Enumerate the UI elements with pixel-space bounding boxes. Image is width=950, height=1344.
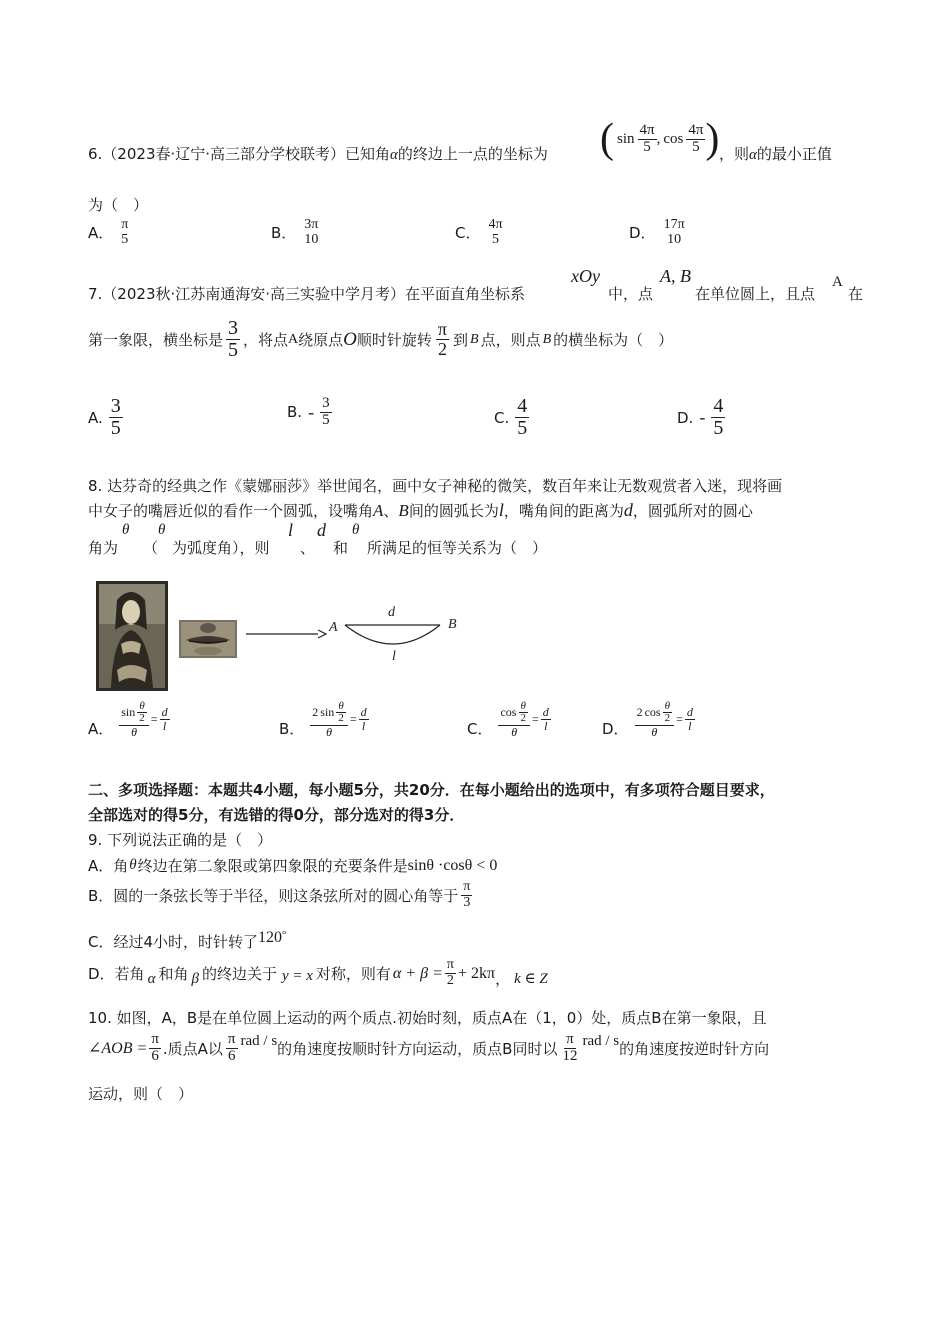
q6-line1 (88, 143, 548, 164)
fig-label-d: d (388, 605, 395, 620)
q7-option-d[interactable]: D. - $\frac{4}{5}$ (677, 395, 724, 439)
q8-option-b[interactable]: B． 2 sin $\frac{\theta}{2}$ θ = $\frac{d}{l}$ (279, 699, 367, 739)
q8-l: l (288, 520, 294, 540)
q10-line2: ∠AOB = $\frac{\pi}{6}$ .质点A以 $\frac{\pi}{6}$ rad / s 的角速度按顺时针方向运动，质点B同时以 $\frac{\pi}{12}$ rad / s 的角速度按逆时针方向 (88, 1031, 770, 1064)
arc-diagram (328, 605, 457, 664)
q9-option-c[interactable]: C．经过4小时，时针转了 120 ° (88, 929, 287, 951)
q6-frac2: $\frac{4\pi}{5}$ (688, 121, 704, 155)
q8-line3c: 为弧度角），则 (172, 539, 270, 557)
q8-option-a[interactable]: A． sin $\frac{\theta}{2}$ θ = $\frac{d}{l}$ (88, 699, 168, 739)
mona-lisa-image (96, 581, 168, 691)
q6-option-d[interactable]: D． 17π 10 (629, 217, 685, 247)
section2-line2: 全部选对的得5分，有选错的得0分，部分选对的得3分． (88, 806, 465, 824)
q9-option-d[interactable]: D．若角 α 和角 β 的终边关于 y = x 对称，则有 α + β = $\frac{\pi}{2}$ + 2kπ ， k ∈ Z (88, 957, 548, 988)
fig-label-a: A (329, 620, 338, 635)
q8-dun2: 、 (300, 539, 316, 557)
q6-option-a[interactable]: A． π 5 (88, 217, 129, 247)
q8-line1: 8. 达芬奇的经典之作《蒙娜丽莎》举世闻名，画中女子神秘的微笑，数百年来让无数观赏者入迷，现将画 (88, 477, 783, 495)
q7-xoy: xOy (571, 266, 600, 286)
q10-line1: 10. 如图，A，B是在单位圆上运动的两个质点.初始时刻，质点A在（1，0）处，质点B在第一象限，且 (88, 1009, 767, 1027)
q6-mid: 的终边上一点的坐标为 (397, 145, 548, 163)
q6-cos: cos (663, 130, 684, 147)
q6-frac1: $\frac{4\pi}{5}$ (639, 121, 655, 155)
q6-tail: ，则α的最小正值 (719, 145, 832, 163)
q7-zhong: 中，点 (608, 285, 654, 303)
q6-alpha: α (390, 147, 398, 163)
q9-option-a[interactable]: A．角 θ 终边在第二象限或第四象限的充要条件是 sinθ ·cosθ < 0 (88, 856, 498, 875)
q8-he: 和 (333, 539, 349, 557)
q8-option-c[interactable]: C． cos $\frac{\theta}{2}$ θ = $\frac{d}{l}$ (467, 699, 549, 739)
q8-d: d (317, 520, 326, 540)
q8-theta2: θ (158, 522, 166, 538)
q7-option-a[interactable]: A. $\frac{3}{5}$ (88, 395, 121, 439)
q10-line3: 运动，则（ ） (88, 1085, 194, 1103)
q7-option-b[interactable]: B. - $\frac{3}{5}$ (287, 395, 330, 428)
q8-line3: 角为 (88, 539, 119, 557)
q8-line2: 中女子的嘴唇近似的看作一个圆弧，设嘴角A、B间的圆弧长为l，嘴角间的距离为d，圆弧所对的圆心 (88, 500, 753, 520)
q7-ab: A, B (660, 266, 691, 286)
q8-theta3: θ (352, 522, 360, 538)
fig-label-b: B (448, 617, 457, 632)
q8-theta1: θ (122, 522, 130, 538)
q6-line2: 为（ ） (88, 196, 149, 214)
lips-image (179, 620, 237, 658)
q7-line2: 第一象限，横坐标是 $\frac{3}{5}$ ，将点 A 绕原点 O 顺时针旋转 $\frac{\pi}{2}$ 到 B 点，则点 B 的横坐标为（ ） (88, 317, 674, 361)
q7-option-c[interactable]: C. $\frac{4}{5}$ (494, 395, 528, 439)
q6-coordinate: ( sin $\frac{4\pi}{5}$ , cos $\frac{4\pi}{5}$ ) (600, 116, 720, 162)
section2-line1: 二、多项选择题：本题共4小题，每小题5分，共20分．在每小题给出的选项中，有多项符合题目要求， (88, 781, 775, 799)
q8-figure (93, 578, 473, 694)
q7-mid: 在单位圆上，且点 (695, 285, 816, 303)
q6-head: 6.（2023春·辽宁·高三部分学校联考）已知角 (88, 145, 391, 163)
q6-sin: sin (617, 130, 635, 147)
q6-comma: , (656, 130, 661, 147)
q8-line3f: 所满足的恒等关系为（ ） (367, 539, 548, 557)
q6-option-b[interactable]: B． 3π 10 (271, 217, 319, 247)
arrow-icon (246, 630, 326, 638)
q7-zai: 在 (848, 285, 864, 303)
q9-stem: 9. 下列说法正确的是（ ） (88, 831, 273, 849)
q8-option-d[interactable]: D． 2 cos $\frac{\theta}{2}$ θ = $\frac{d}{l}$ (602, 699, 693, 739)
q7-line1: 7.（2023秋·江苏南通海安·高三实验中学月考）在平面直角坐标系 (88, 285, 526, 303)
fig-label-l: l (392, 649, 396, 664)
q6-option-c[interactable]: C． 4π 5 (455, 217, 503, 247)
q8-paren: （ (143, 539, 159, 557)
q7-point-a: A (832, 274, 843, 290)
q9-option-b[interactable]: B．圆的一条弦长等于半径，则这条弦所对的圆心角等于 $\frac{\pi}{3}$ (88, 879, 471, 910)
